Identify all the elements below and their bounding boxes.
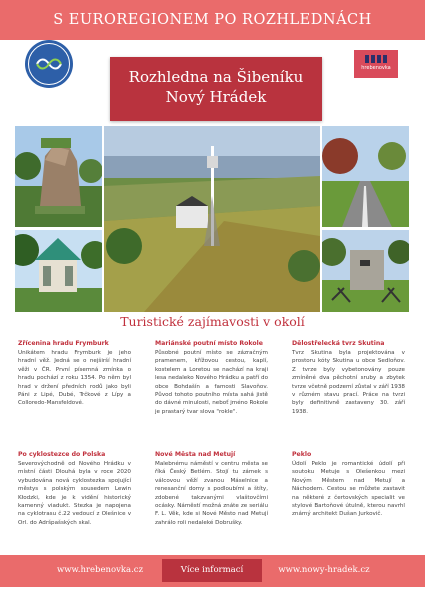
road-photo <box>322 126 409 227</box>
hero-title-line1: Rozhledna na Šibeníku <box>128 68 304 86</box>
attraction-rokole <box>155 340 268 416</box>
page-title: S EUROREGIONEM PO ROZHLEDNÁCH <box>53 12 372 28</box>
attraction-title: Zřícenina hradu Frymburk <box>18 340 109 347</box>
attraction-text: Tvrz Skutina byla projektována v prostoru kóty Skutina u obce Sedloňov. Z tvrze byly vybetonovány pouze zmíněné dva pěchotní sruby a zbytek tvrze včetně podzemí zůstal v září 1938 v různém stavu prací. Práce na tvrzi byly definitivně zastaveny 30. září 1938. <box>292 350 405 415</box>
castle-ruin-photo <box>15 126 102 227</box>
euroregion-logo <box>25 40 73 88</box>
hrebenovka-logo: hrebenovka <box>354 50 398 78</box>
attraction-title: Mariánské poutní místo Rokole <box>155 340 263 347</box>
hero-title-line2: Nový Hrádek <box>165 88 267 106</box>
attraction-cyklostezka <box>18 451 131 527</box>
more-info-button[interactable]: Více informací <box>162 559 262 582</box>
attraction-title: Dělostřelecká tvrz Skutina <box>292 340 385 347</box>
hero-title <box>110 57 322 121</box>
attraction-nove-mesto <box>155 451 268 527</box>
attraction-text: Unikátem hradu Frymburk je jeho hradní věž. Jedná se o nejširší hradní věži v ČR. První písemná zmínka o hradu pochází z roku 1354. Po něm byl hrad v držení předních rodů jako byli Páni z Lipé, Dubé, Trčkové z Lípy a Colloredo-Mansfeldové. <box>18 350 131 407</box>
attraction-text: Působné poutní místo se zázračným pramenem, křížovou cestou, kaplí, kostelem a Loretou se nachází na kraji lesa nedaleko Nového Hrádku a patří do obce Bohdašín a famosti Slavoňov. Původ tohoto poutního místa sahá jistě do dávné minulosti, neboť jméno Rokole je prastarý tvar slova "rokle". <box>155 350 268 415</box>
attraction-text: Údolí Peklo je romantické údolí při soutoku Metuje s Olešenkou mezi Novým Městem nad Metují a Náchodem. Cestou se můžete zastavit na některé z čertovských specialit ve stylové Bartoňové útulně, kterou navrhl známý architekt Dušan Jurkovič. <box>292 461 405 518</box>
nowy-hradek-link[interactable]: www.nowy-hradek.cz <box>278 565 370 575</box>
attraction-title: Po cyklostezce do Polska <box>18 451 106 458</box>
attraction-title: Nové Města nad Metují <box>155 451 236 458</box>
section-heading: Turistické zajímavosti v okolí <box>120 314 305 329</box>
hrebenovka-link[interactable]: www.hrebenovka.cz <box>56 565 144 575</box>
attraction-frymburk <box>18 340 131 408</box>
attraction-text: Severovýchodně od Nového Hrádku v místní části Dlouhá byla v roce 2020 vybudována nová cyklostezka spojující městys s polským sousedem Lewin Kłodzki, kde je k vidění historický kamenný viadukt. Stezka je napojena na cyklotrasu č.22 vedoucí z Olešnice v Orl. do Adršpašských skal. <box>18 461 131 526</box>
bunker-photo <box>322 230 409 312</box>
attraction-text: Malebnému náměstí v centru města se říká Český Betlém. Stojí tu zámek s válcovou věží zvanou Máselnice a renesanční domy s podloubími a štíty, zdobené takzvanými vlaštovčími ocásky. Náměstí možná znáte ze seriálu F. L. Věk, kde si Nové Město nad Metují zahrálo roli nedaleké Dobrušky. <box>155 461 268 526</box>
attraction-skutina <box>292 340 405 416</box>
gazebo-photo <box>15 230 102 312</box>
attraction-title: Peklo <box>292 451 312 458</box>
lookout-tower-aerial-photo <box>104 126 320 312</box>
attraction-peklo <box>292 451 405 519</box>
